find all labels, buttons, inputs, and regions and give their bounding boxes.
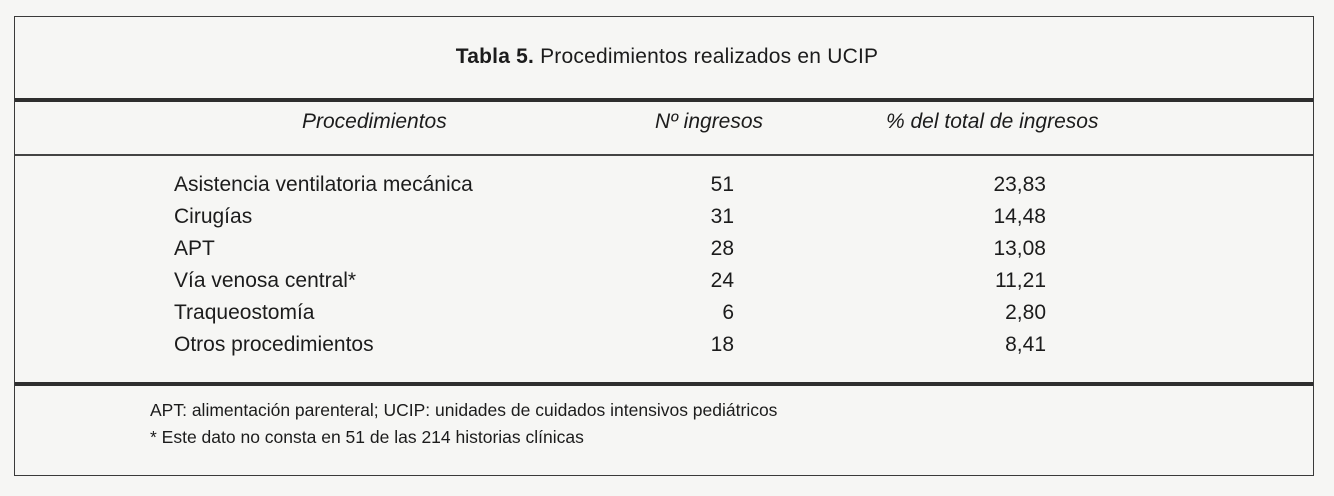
table-row [0,173,1334,205]
footnote-asterisk: * Este dato no consta en 51 de las 214 historias clínicas [150,427,584,447]
cell-porcentaje: 14,48 [993,205,1046,228]
table-title-text: Procedimientos realizados en UCIP [540,45,879,68]
cell-porcentaje: 13,08 [993,237,1046,260]
cell-ingresos: 18 [710,333,734,356]
footnote-abbreviations: APT: alimentación parenteral; UCIP: unidades de cuidados intensivos pediátricos [150,400,778,420]
cell-procedimiento: Traqueostomía [174,301,315,324]
table-row [0,205,1334,237]
bottom-rule [15,382,1313,386]
top-rule [15,98,1313,102]
header-rule [15,154,1313,156]
header-porcentaje: % del total de ingresos [886,110,1099,133]
header-ingresos: Nº ingresos [655,110,764,133]
table-row [0,301,1334,333]
cell-porcentaje: 2,80 [1005,301,1046,324]
cell-ingresos: 31 [710,205,734,228]
cell-ingresos: 6 [722,301,734,324]
cell-porcentaje: 8,41 [1005,333,1046,356]
table-row [0,237,1334,269]
cell-procedimiento: Asistencia ventilatoria mecánica [174,173,473,196]
table-row [0,269,1334,301]
cell-procedimiento: APT [174,237,215,260]
table-row [0,333,1334,365]
cell-procedimiento: Vía venosa central* [174,269,357,292]
header-procedimientos: Procedimientos [302,110,447,133]
cell-procedimiento: Cirugías [174,205,253,228]
cell-porcentaje: 23,83 [993,173,1046,196]
cell-ingresos: 28 [710,237,734,260]
table-title [0,45,1334,69]
cell-porcentaje: 11,21 [995,269,1046,292]
table-title-label: Tabla 5. [455,45,535,68]
cell-procedimiento: Otros procedimientos [174,333,374,356]
cell-ingresos: 24 [710,269,734,292]
cell-ingresos: 51 [710,173,734,196]
